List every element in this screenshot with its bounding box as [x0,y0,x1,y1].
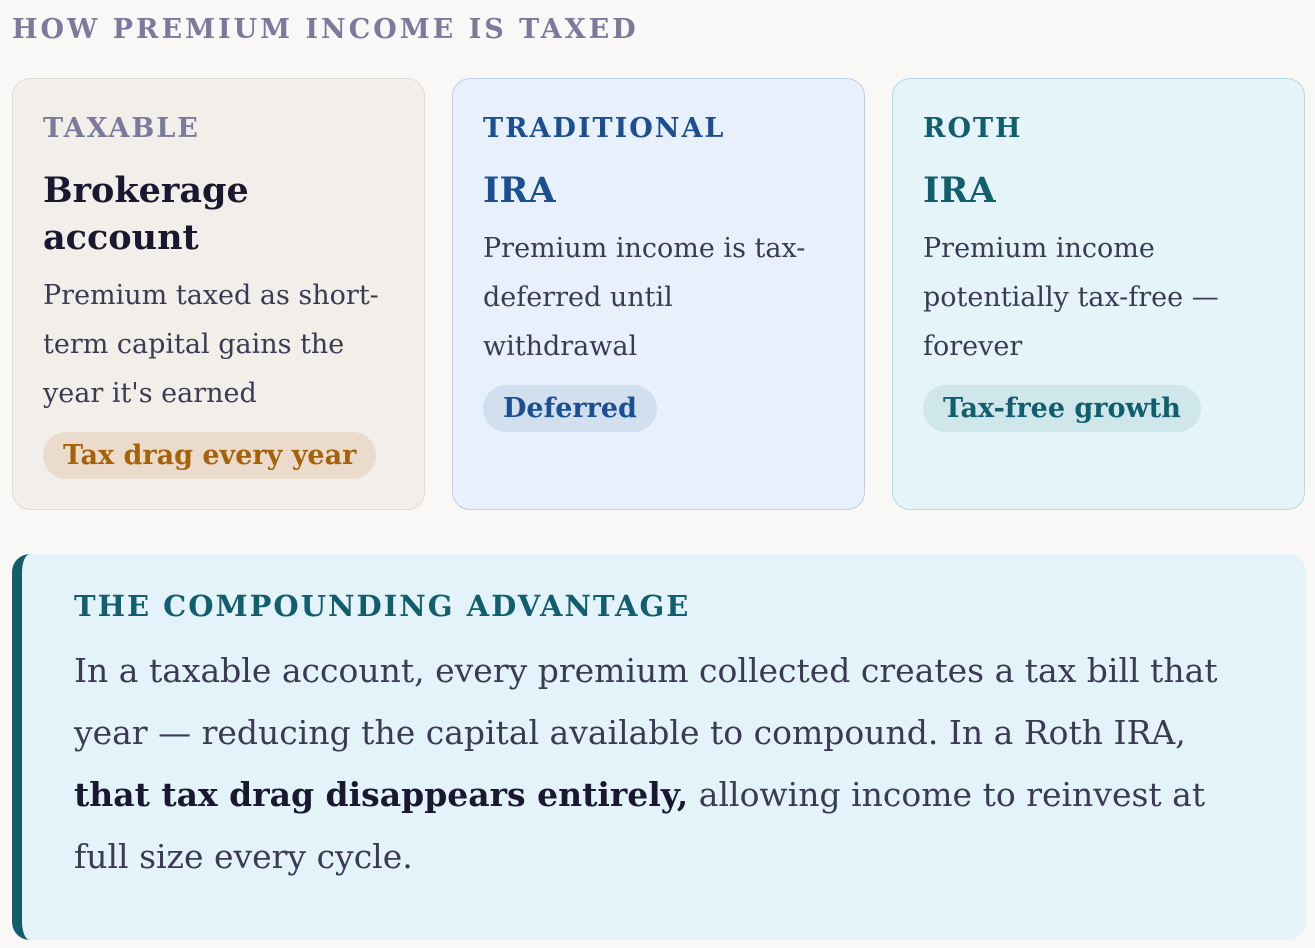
card-heading: Brokerage account [43,170,249,258]
callout-body-end: allowing income to reinvest at full size every cycle. [74,775,1206,876]
card-heading: IRA [483,170,556,211]
callout-body-start: In a taxable account, every premium collected creates a tax bill that year — reducing the capital available to compound. In a Roth IRA, [74,651,1218,752]
card-kicker: TAXABLE [43,113,200,144]
card-heading: IRA [923,170,996,211]
card-taxable [12,78,425,510]
card-description: Premium income is tax-deferred until withdrawal [483,233,806,362]
card-kicker: ROTH [923,113,1023,144]
card-kicker: TRADITIONAL [483,113,726,144]
callout-title: THE COMPOUNDING ADVANTAGE [74,589,691,623]
compounding-callout [12,554,1306,940]
callout-body [74,640,1266,888]
card-badge: Tax drag every year [43,432,376,479]
card-description: Premium taxed as short-term capital gains the year it's earned [43,280,379,409]
card-badge: Tax-free growth [923,385,1201,432]
callout-body-emphasis: that tax drag disappears entirely, [74,775,689,814]
card-traditional-ira [452,78,865,510]
card-badge: Deferred [483,385,657,432]
section-title: HOW PREMIUM INCOME IS TAXED [12,14,639,45]
card-roth-ira [892,78,1305,510]
card-description: Premium income potentially tax-free — forever [923,233,1219,362]
